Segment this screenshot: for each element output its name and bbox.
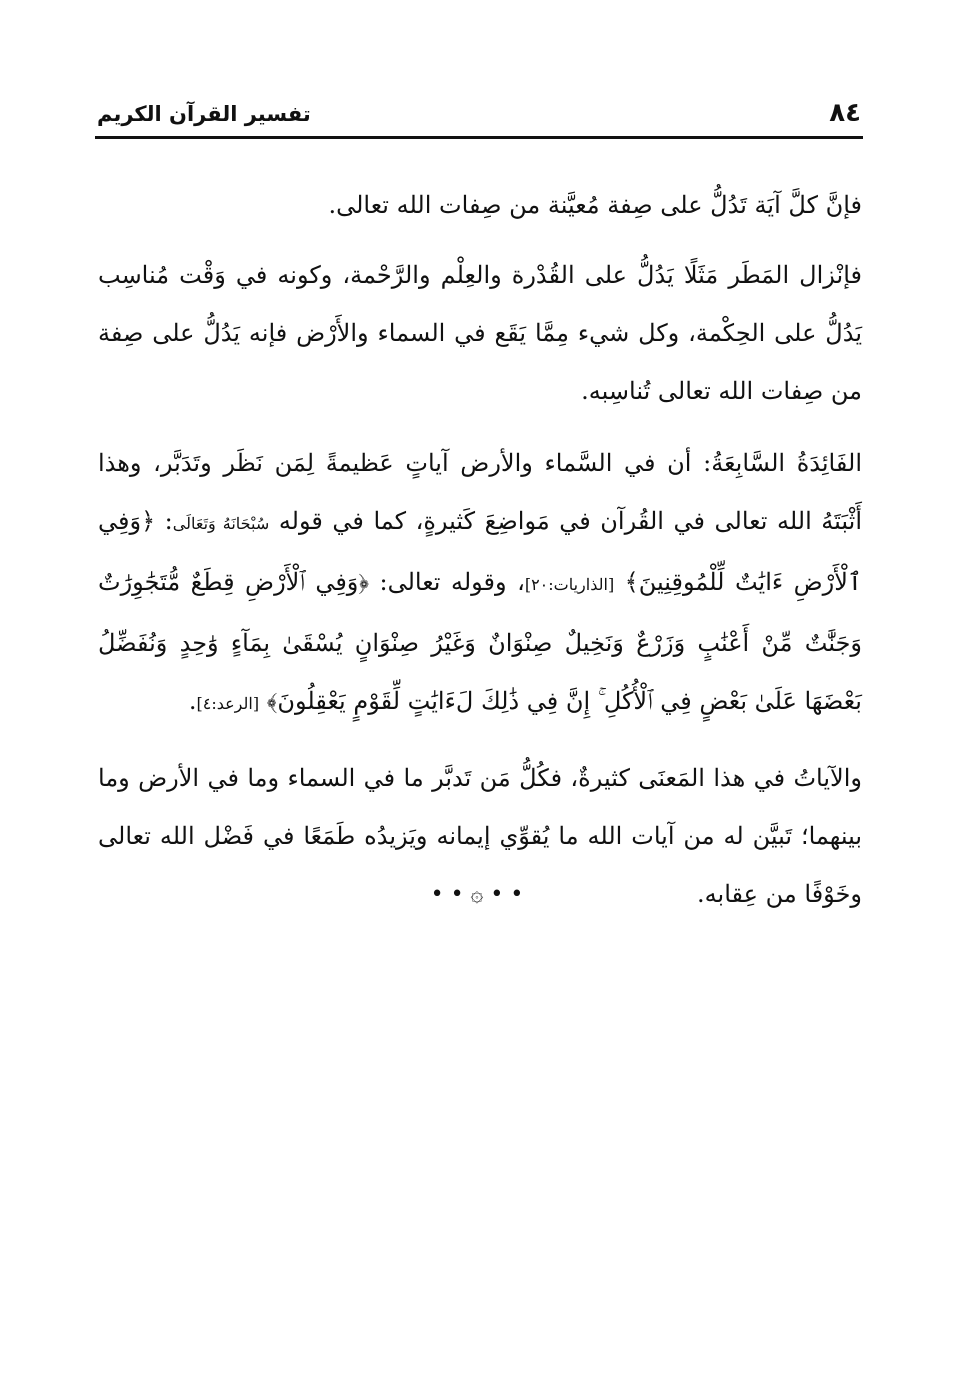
page-number: ٨٤ xyxy=(829,98,861,128)
book-title: تفسير القرآن الكريم xyxy=(97,102,311,126)
paragraph-1: فإنَّ كلَّ آيَة تَدُلُّ على صِفة مُعيَّنة من صِفات الله تعالى. xyxy=(328,191,862,219)
paragraph-2: فإنْزال المَطَر مَثَلًا يَدُلُّ على القُدْرة والعِلْم والرَّحْمة، وكونه في وَقْت مُناسِب يَدُلُّ على الحِكْمة، وكل شيء مِمَّا يَقَع في السماء والأَرْض فإنه يَدُلُّ على صِفة من صِفات الله تعالى تُناسِبه. xyxy=(98,261,862,405)
paragraph-3-end: . xyxy=(188,687,197,715)
paragraph-3-mid: ، وقوله تعالى: xyxy=(369,568,525,596)
verse-reference-2: [الرعد:٤] xyxy=(196,694,260,713)
section-end-ornament: • • ۞ • • xyxy=(430,882,524,907)
paragraph-3 xyxy=(98,434,862,733)
quran-quote-2: ﴿وَفِي ٱلْأَرْضِ قِطَعٌ مُّتَجَٰوِرَٰتٌ وَجَنَّٰتٌ مِّنْ أَعْنَٰبٍ وَزَرْعٌ وَنَخِيلٌ صِنْوَانٌ وَغَيْرُ صِنْوَانٍ يُسْقَىٰ بِمَآءٍ وَٰحِدٍ وَنُفَضِّلُ بَعْضَهَا عَلَىٰ بَعْضٍ فِي ٱلْأُكُلِ ۚ إِنَّ فِي ذَٰلِكَ لَءَايَٰتٍ لِّقَوْمٍ يَعْقِلُونَ﴾ xyxy=(98,568,862,715)
quran-quote-1: : ﴿وَفِي ٱلْأَرْضِ ءَايَٰتٌ لِّلْمُوقِنِينَ﴾ xyxy=(98,507,862,596)
header-rule xyxy=(95,136,863,139)
body-text xyxy=(98,176,862,937)
running-head xyxy=(95,96,863,134)
verse-reference-1: [الذاريات:٢٠] xyxy=(524,575,615,594)
honorific: سُبْحَانَهُ وَتَعَالَى xyxy=(172,514,270,533)
paragraph-4: والآياتُ في هذا المَعنَى كثيرةٌ، فكُلُّ مَن تَدبَّر ما في السماء وما في الأرض وما بينهما؛ تَبيَّن له من آيات الله ما يُقوِّي إيمانه ويَزيدُه طَمَعًا في فَضْل الله تعالى وخَوْفًا من عِقابه. xyxy=(98,764,862,908)
paragraph-3-lead: الفَائِدَةُ السَّابِعَةُ: أن في السَّماء والأرض آياتٍ عَظيمةً لِمَن نَظَر وتَدَبَّر، وهذا أَثْبَتَهُ الله تعالى في القُرآن في مَواضِعَ كَثيرةٍ، كما في قوله xyxy=(98,449,863,535)
